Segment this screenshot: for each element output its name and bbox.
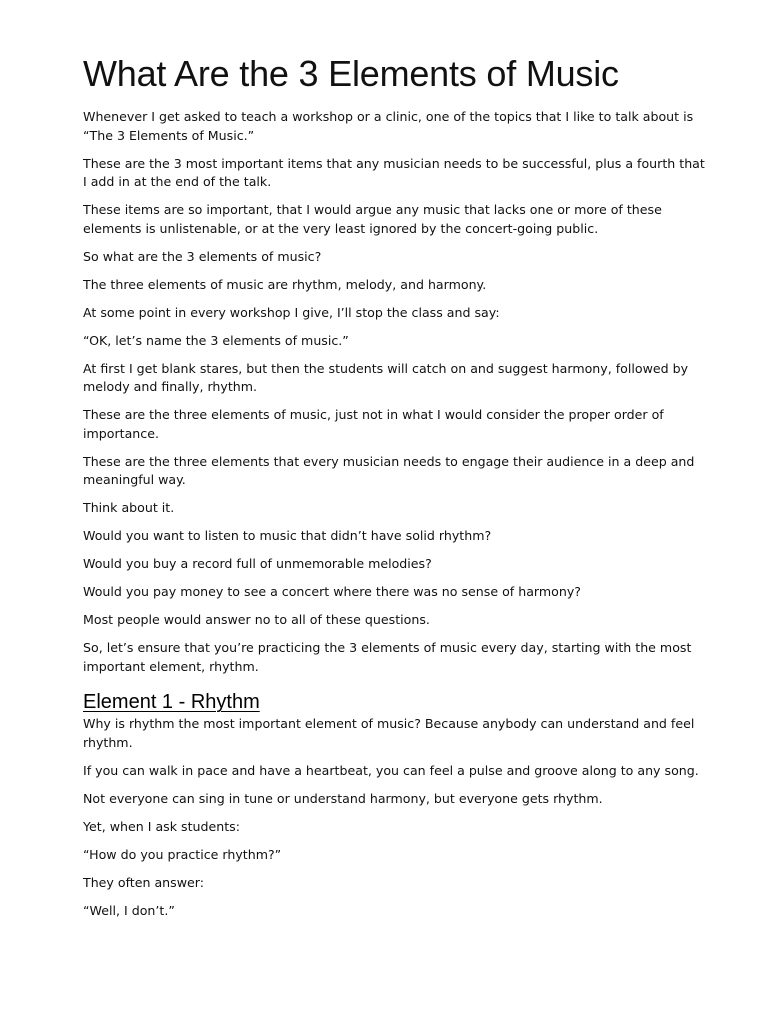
paragraph: These are the three elements that every musician needs to engage their audience in a deep and meaningful way. xyxy=(83,453,695,487)
paragraph: “OK, let’s name the 3 elements of music.” xyxy=(83,332,349,348)
paragraph: At first I get blank stares, but then the students will catch on and suggest harmony, followed by melody and finally, rhythm. xyxy=(83,360,689,394)
paragraph: The three elements of music are rhythm, melody, and harmony. xyxy=(83,276,487,292)
section-heading-rhythm: Element 1 - Rhythm xyxy=(83,691,260,713)
document-title: What Are the 3 Elements of Music xyxy=(83,53,619,94)
paragraph: These are the 3 most important items that any musician needs to be successful, plus a fourth that I add in at the end of the talk. xyxy=(83,155,705,189)
paragraph: At some point in every workshop I give, I’ll stop the class and say: xyxy=(83,304,500,320)
paragraph: Yet, when I ask students: xyxy=(83,818,240,834)
paragraph: Would you buy a record full of unmemorable melodies? xyxy=(83,556,432,571)
paragraph: Whenever I get asked to teach a workshop or a clinic, one of the topics that I like to talk about is “The 3 Elements of Music.” xyxy=(83,109,694,143)
paragraph: If you can walk in pace and have a heartbeat, you can feel a pulse and groove along to any song. xyxy=(83,762,699,778)
paragraph: Think about it. xyxy=(83,500,175,515)
paragraph: Would you pay money to see a concert where there was no sense of harmony? xyxy=(83,584,581,599)
paragraph: Most people would answer no to all of these questions. xyxy=(83,612,430,627)
paragraph: Not everyone can sing in tune or understand harmony, but everyone gets rhythm. xyxy=(83,790,603,806)
paragraph: Would you want to listen to music that didn’t have solid rhythm? xyxy=(83,528,492,543)
paragraph: “How do you practice rhythm?” xyxy=(83,846,282,862)
paragraph: These are the three elements of music, just not in what I would consider the proper order of importance. xyxy=(83,407,664,441)
document-body xyxy=(83,108,708,920)
paragraph: Why is rhythm the most important element of music? Because anybody can understand and feel rhythm. xyxy=(83,716,695,750)
paragraph: These items are so important, that I would argue any music that lacks one or more of these elements is unlistenable, or at the very least ignored by the concert-going public. xyxy=(83,202,662,236)
paragraph: So what are the 3 elements of music? xyxy=(83,248,322,264)
paragraph: They often answer: xyxy=(83,874,204,890)
paragraph: “Well, I don’t.” xyxy=(83,902,175,918)
paragraph: So, let’s ensure that you’re practicing the 3 elements of music every day, starting with the most important element, rhythm. xyxy=(83,640,692,674)
